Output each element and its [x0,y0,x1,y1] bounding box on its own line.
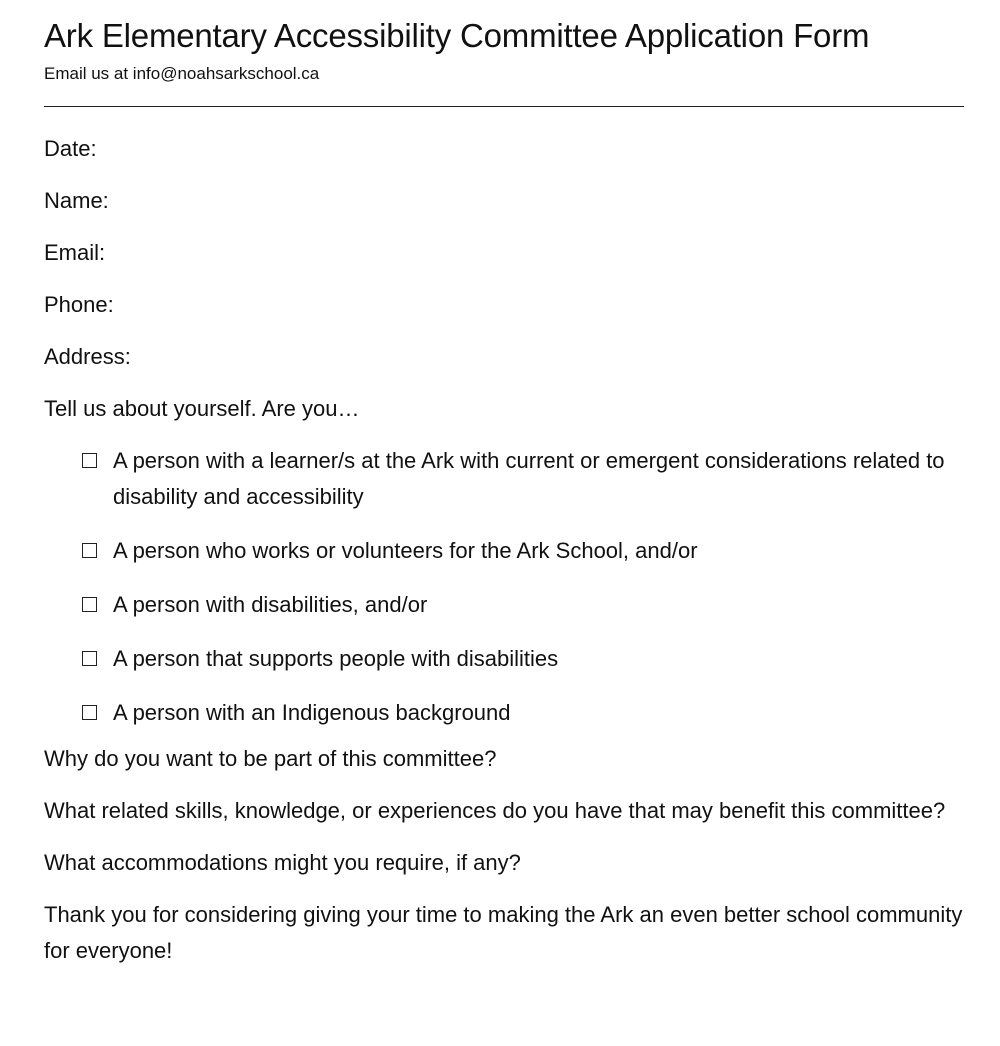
checkbox-learner-at-ark[interactable] [82,453,97,468]
form-title: Ark Elementary Accessibility Committee Application Form [44,17,870,54]
option-label: A person that supports people with disabilities [113,646,559,671]
about-yourself-prompt: Tell us about yourself. Are you… [44,396,360,421]
option-label: A person with disabilities, and/or [113,592,428,617]
option-label: A person who works or volunteers for the Ark School, and/or [113,538,698,563]
option-learner-at-ark [82,443,964,515]
option-indigenous-background [82,695,964,731]
option-label: A person with an Indigenous background [113,700,511,725]
email-field-label: Email: [44,240,106,265]
option-supports-people-with-disabilities [82,641,964,677]
checkbox-supports-people-with-disabilities[interactable] [82,651,97,666]
option-label: A person with a learner/s at the Ark with current or emergent considerations related to disability and accessibility [113,448,945,509]
contact-email-line: Email us at info@noahsarkschool.ca [44,64,320,83]
checkbox-person-with-disabilities[interactable] [82,597,97,612]
date-field-label: Date: [44,136,97,161]
about-yourself-options [44,443,964,731]
name-field-label: Name: [44,188,109,213]
checkbox-indigenous-background[interactable] [82,705,97,720]
question-skills: What related skills, knowledge, or experiences do you have that may benefit this committee? [44,798,946,823]
question-why-join: Why do you want to be part of this committee? [44,746,497,771]
option-works-or-volunteers [82,533,964,569]
phone-field-label: Phone: [44,292,114,317]
address-field-label: Address: [44,344,131,369]
question-accommodations: What accommodations might you require, if any? [44,850,521,875]
option-person-with-disabilities [82,587,964,623]
closing-thank-you: Thank you for considering giving your time to making the Ark an even better school community for everyone! [44,902,963,963]
header-divider [44,106,964,107]
checkbox-works-or-volunteers[interactable] [82,543,97,558]
